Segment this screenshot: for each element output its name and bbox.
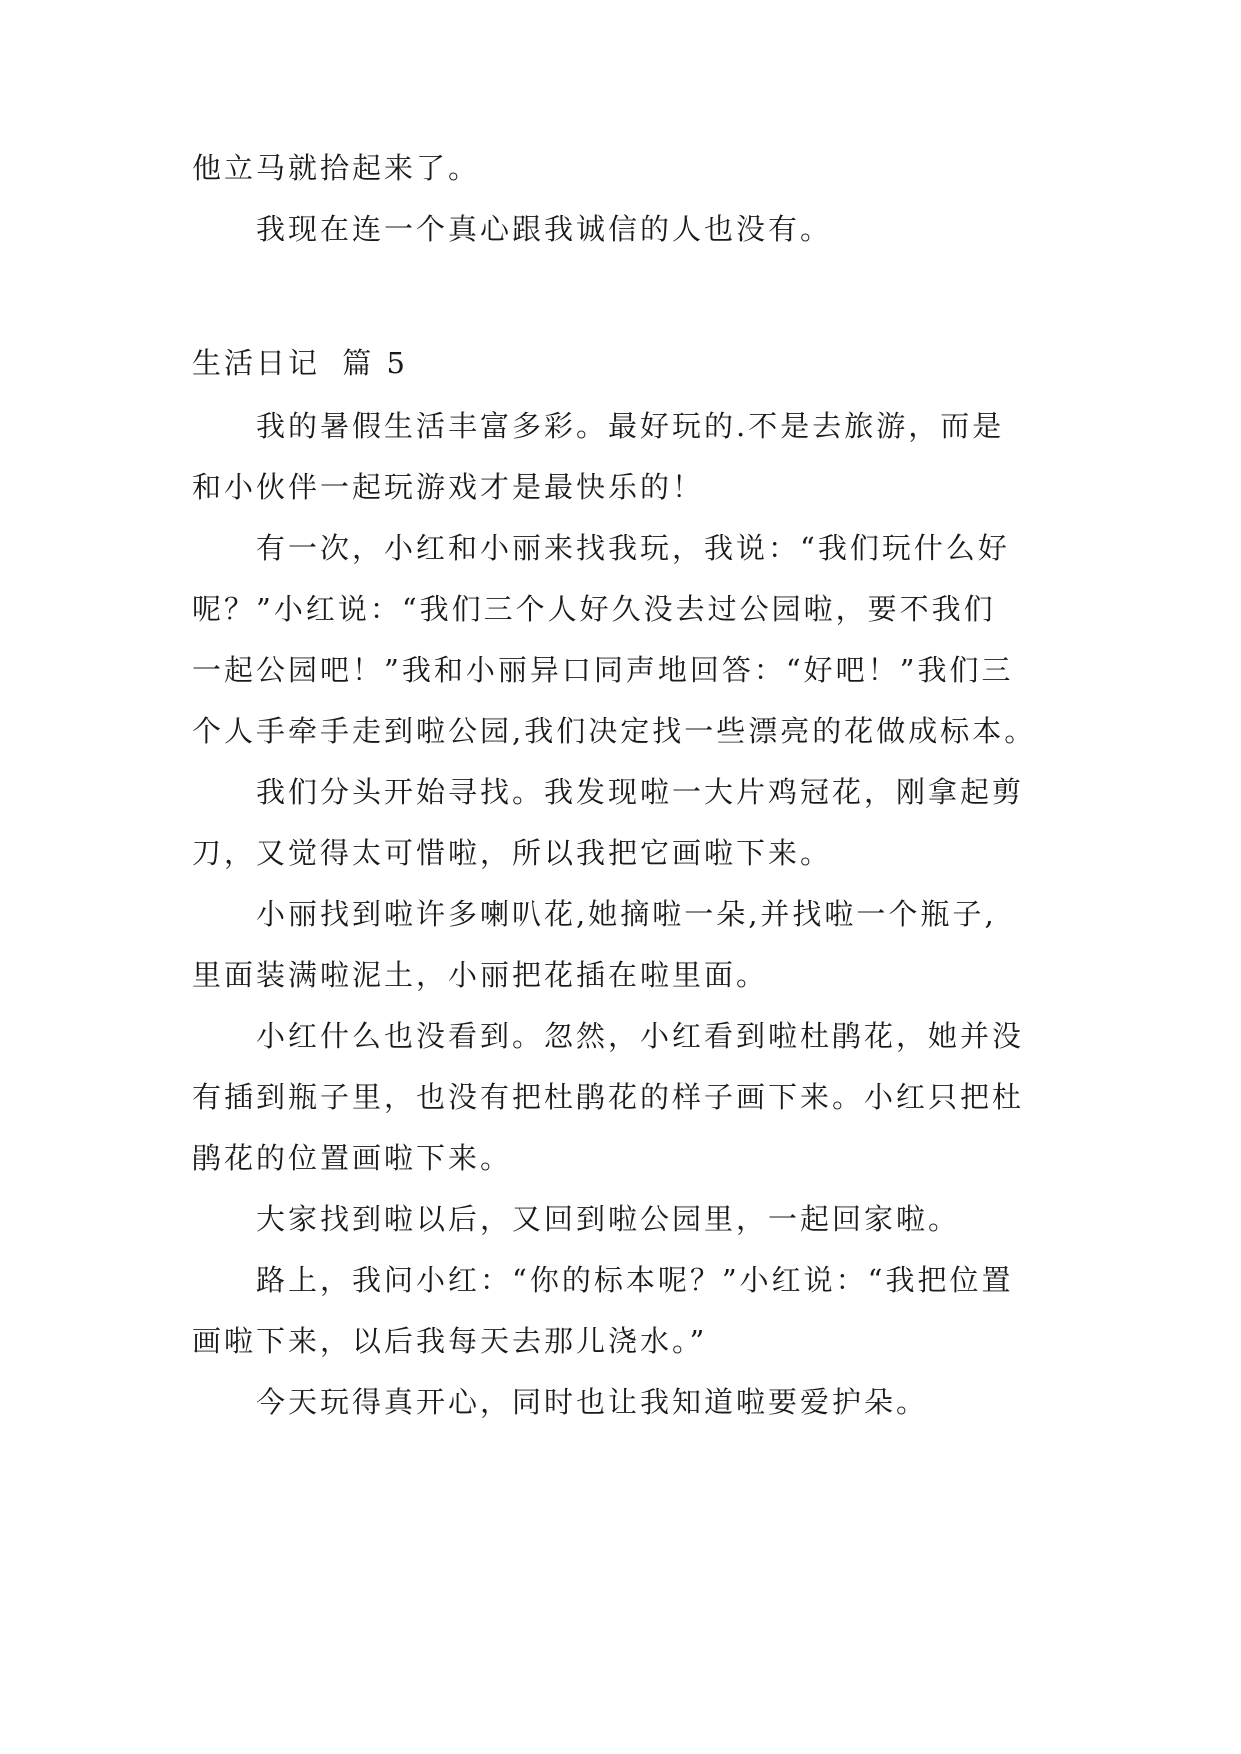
- paragraph-line: 有插到瓶子里，也没有把杜鹃花的样子画下来。小红只把杜: [192, 1080, 1025, 1114]
- paragraph-line: 呢？”小红说：“我们三个人好久没去过公园啦，要不我们: [192, 592, 996, 626]
- heading-title: 生活日记: [192, 346, 321, 380]
- paragraph-line: 里面装满啦泥土，小丽把花插在啦里面。: [192, 958, 769, 992]
- section-body: [192, 396, 1052, 1433]
- paragraph-line: 有一次，小红和小丽来找我玩，我说：“我们玩什么好: [256, 531, 1010, 565]
- paragraph-line: 路上，我问小红：“你的标本呢？”小红说：“我把位置: [256, 1263, 1014, 1297]
- heading-part: 篇: [342, 346, 375, 380]
- section-heading: [192, 333, 405, 394]
- paragraph-line: 刀，又觉得太可惜啦，所以我把它画啦下来。: [192, 836, 833, 870]
- paragraph-line: 画啦下来，以后我每天去那儿浇水。”: [192, 1324, 708, 1358]
- paragraph-line: 小红什么也没看到。忽然，小红看到啦杜鹃花，她并没: [256, 1019, 1025, 1053]
- heading-number: 5: [386, 346, 405, 380]
- paragraph-line: 和小伙伴一起玩游戏才是最快乐的！: [192, 470, 705, 504]
- paragraph-line: 一起公园吧！”我和小丽异口同声地回答：“好吧！”我们三: [192, 653, 1014, 687]
- paragraph-line: 小丽找到啦许多喇叭花,她摘啦一朵,并找啦一个瓶子,: [256, 897, 997, 931]
- paragraph-line: 大家找到啦以后，又回到啦公园里，一起回家啦。: [256, 1202, 961, 1236]
- paragraph-line: 我们分头开始寻找。我发现啦一大片鸡冠花，刚拿起剪: [256, 775, 1025, 809]
- paragraph-line: 今天玩得真开心，同时也让我知道啦要爱护朵。: [256, 1385, 929, 1419]
- paragraph-line: 我的暑假生活丰富多彩。最好玩的.不是去旅游，而是: [256, 409, 1005, 443]
- previous-section-text: [192, 138, 1052, 260]
- paragraph-line: 鹃花的位置画啦下来。: [192, 1141, 513, 1175]
- paragraph-line: 他立马就拾起来了。: [192, 151, 481, 185]
- paragraph-line: 个人手牵手走到啦公园,我们决定找一些漂亮的花做成标本。: [192, 714, 1037, 748]
- paragraph-line: 我现在连一个真心跟我诚信的人也没有。: [256, 212, 833, 246]
